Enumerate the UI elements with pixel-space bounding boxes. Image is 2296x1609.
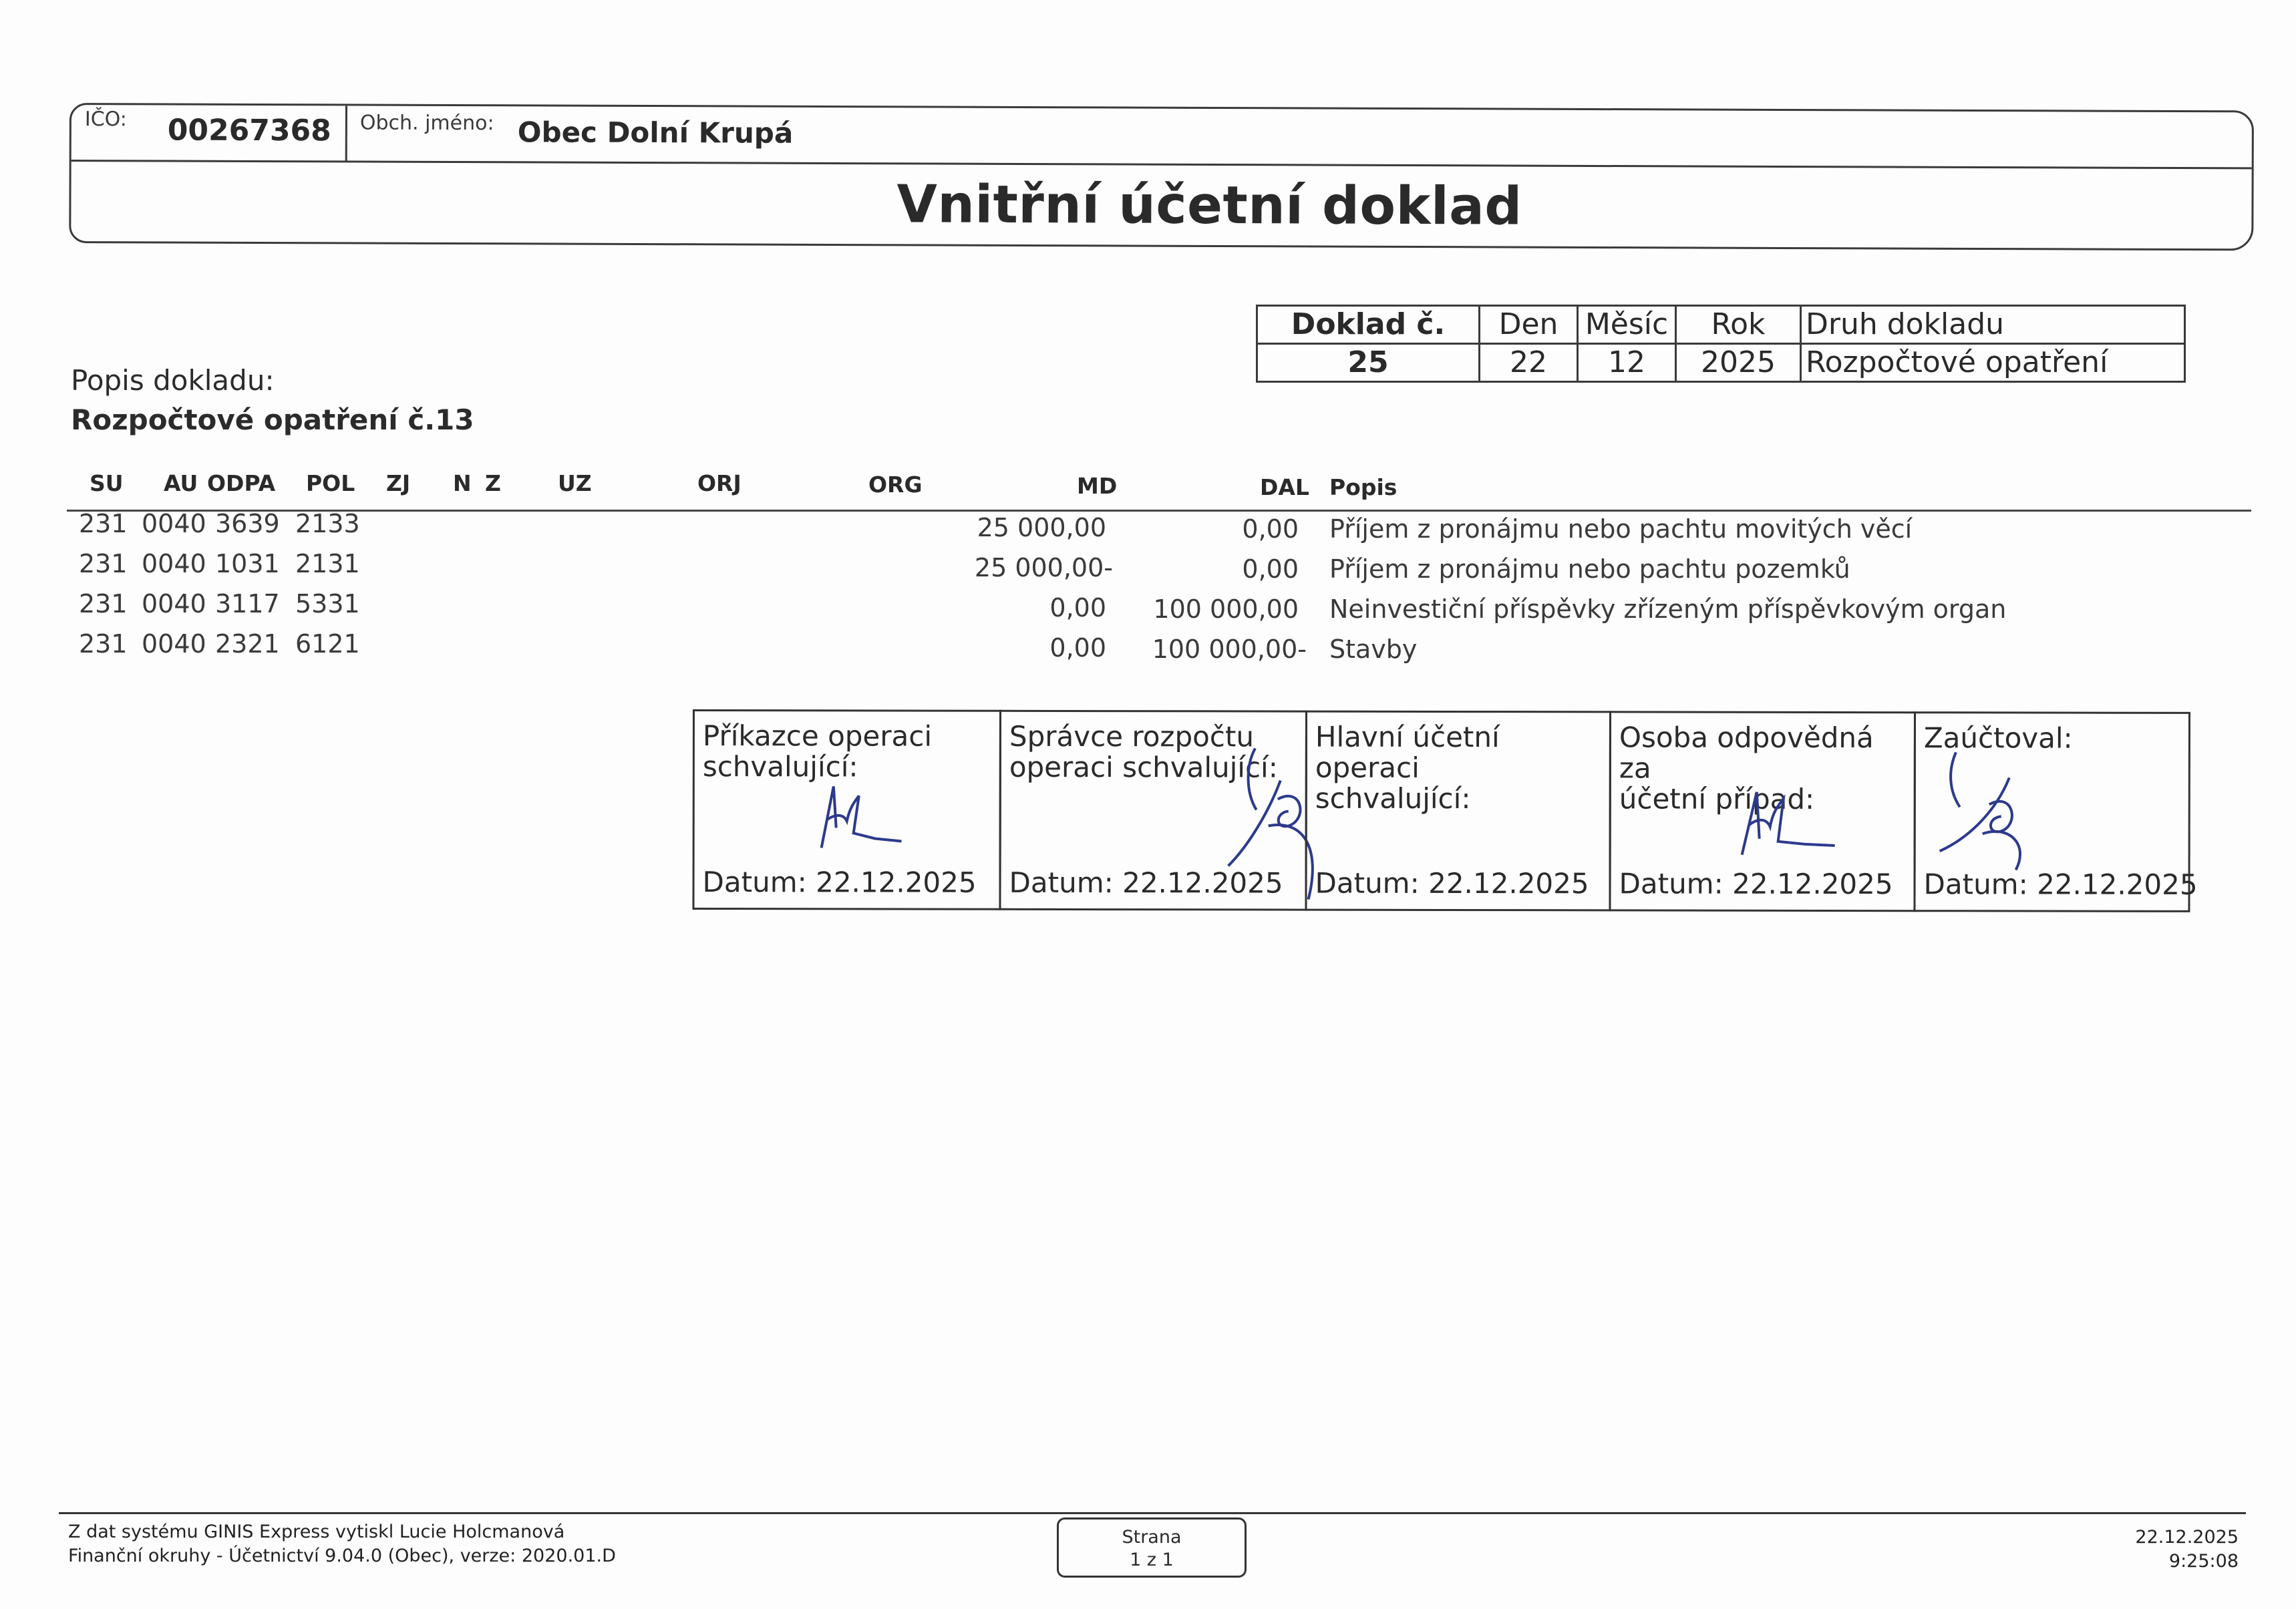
doklad-table <box>1256 305 2186 383</box>
cell-pol: 2133 <box>295 509 360 538</box>
cell-pol: 6121 <box>295 629 360 659</box>
col-dal: DAL <box>1260 474 1309 500</box>
signature-boxes <box>692 709 2198 912</box>
document-title: Vnitřní účetní doklad <box>896 174 1522 237</box>
col-z: Z <box>485 470 501 496</box>
handwritten-signature-icon <box>795 781 902 854</box>
cell-odpa: 3639 <box>215 509 280 538</box>
cell-popis: Neinvestiční příspěvky zřízeným příspěvkovým organ <box>1329 594 2007 624</box>
signature-date: Datum: 22.12.2025 <box>1315 866 1589 900</box>
doklad-number-header: Doklad č. <box>1257 306 1480 344</box>
day-header: Den <box>1480 306 1578 344</box>
cell-odpa: 1031 <box>215 549 280 578</box>
cell-dal: 100 000,00- <box>1152 635 1307 664</box>
footer-rule <box>59 1512 2246 1514</box>
header-divider <box>71 160 2252 169</box>
footer-print-date: 22.12.2025 <box>2135 1527 2239 1548</box>
page-label: Strana <box>1122 1527 1182 1548</box>
ico-label: IČO: <box>84 108 127 132</box>
year-value: 2025 <box>1676 344 1801 382</box>
cell-odpa: 3117 <box>215 589 280 618</box>
header-vertical-divider <box>345 106 347 160</box>
cell-popis: Příjem z pronájmu nebo pachtu pozemků <box>1329 554 1850 584</box>
page-value: 1 z 1 <box>1130 1550 1174 1570</box>
cell-su: 231 <box>79 549 128 578</box>
handwritten-signature-icon <box>1718 785 1838 859</box>
header-box <box>69 103 2254 250</box>
handwritten-signature-icon <box>1929 751 2036 871</box>
ledger-rule <box>67 510 2251 512</box>
signature-box-booked-by <box>1913 711 2198 912</box>
col-pol: POL <box>306 470 355 496</box>
col-zj: ZJ <box>386 470 411 496</box>
cell-odpa: 2321 <box>215 629 280 659</box>
cell-su: 231 <box>79 629 128 659</box>
month-header: Měsíc <box>1578 306 1676 344</box>
signature-title-line: Příkazce operaci <box>702 719 933 753</box>
signature-title-line: Hlavní účetní operaci <box>1315 720 1500 784</box>
signature-box-budget-manager <box>999 710 1307 911</box>
cell-md: 25 000,00- <box>974 553 1113 582</box>
doklad-header-row <box>1257 306 2185 344</box>
col-orj: ORJ <box>697 470 742 496</box>
signature-title-line: účetní případ: <box>1619 782 1815 816</box>
footer-printed-by: Z dat systému GINIS Express vytiskl Lucie Holcmanová <box>68 1522 565 1542</box>
company-name: Obec Dolní Krupá <box>517 116 794 150</box>
doklad-number: 25 <box>1257 344 1480 382</box>
cell-pol: 2131 <box>295 549 360 578</box>
doc-type-value: Rozpočtové opatření <box>1801 344 2185 382</box>
month-value: 12 <box>1578 344 1676 382</box>
col-popis: Popis <box>1329 474 1398 500</box>
signature-title-line: schvalující: <box>1315 781 1471 816</box>
cell-dal: 0,00 <box>1242 514 1299 544</box>
cell-su: 231 <box>79 589 128 618</box>
signature-title <box>1315 722 1609 815</box>
description-value: Rozpočtové opatření č.13 <box>71 403 474 436</box>
signature-title-line: schvalující: <box>702 750 858 783</box>
cell-popis: Stavby <box>1329 635 1418 664</box>
year-header: Rok <box>1676 306 1801 344</box>
signature-title <box>703 721 932 783</box>
col-odpa: ODPA <box>207 470 276 496</box>
cell-au: 0040 <box>142 629 206 659</box>
cell-popis: Příjem z pronájmu nebo pachtu movitých věcí <box>1329 514 1913 544</box>
cell-au: 0040 <box>142 509 206 538</box>
signature-box-chief-accountant <box>1305 711 1611 912</box>
signature-date: Datum: 22.12.2025 <box>1923 868 2198 901</box>
name-label: Obch. jméno: <box>359 111 494 136</box>
signature-box-approver <box>692 709 1001 910</box>
signature-title-line: operaci schvalující: <box>1009 750 1278 784</box>
col-org: ORG <box>868 472 923 498</box>
cell-dal: 0,00 <box>1242 554 1299 584</box>
signature-title-line: Osoba odpovědná za <box>1619 721 1874 785</box>
footer-print-time: 9:25:08 <box>2168 1551 2239 1572</box>
signature-title-line: Zaúčtoval: <box>1923 721 2073 755</box>
cell-dal: 100 000,00 <box>1153 594 1299 624</box>
cell-md: 0,00 <box>1049 633 1106 663</box>
cell-md: 0,00 <box>1049 593 1106 622</box>
signature-box-responsible-person <box>1609 711 1916 912</box>
footer-system-info: Finanční okruhy - Účetnictví 9.04.0 (Obec), verze: 2020.01.D <box>68 1546 616 1566</box>
col-au: AU <box>164 470 198 496</box>
signature-date: Datum: 22.12.2025 <box>1009 866 1283 900</box>
signature-date: Datum: 22.12.2025 <box>702 866 977 899</box>
page-indicator <box>1057 1517 1247 1578</box>
col-md: MD <box>1077 473 1118 499</box>
cell-pol: 5331 <box>295 589 360 618</box>
col-n: N <box>453 470 472 496</box>
cell-su: 231 <box>79 509 128 538</box>
description-label: Popis dokladu: <box>71 364 275 397</box>
col-uz: UZ <box>558 470 592 496</box>
signature-title <box>1924 723 2073 753</box>
cell-md: 25 000,00 <box>977 513 1106 542</box>
day-value: 22 <box>1480 344 1578 382</box>
signature-title-line: Správce rozpočtu <box>1009 719 1255 753</box>
doc-type-header: Druh dokladu <box>1801 306 2185 344</box>
ico-value: 00267368 <box>167 113 331 148</box>
signature-date: Datum: 22.12.2025 <box>1619 867 1893 901</box>
doklad-value-row <box>1257 344 2185 382</box>
cell-au: 0040 <box>142 589 206 618</box>
cell-au: 0040 <box>142 549 206 578</box>
col-su: SU <box>90 470 124 496</box>
